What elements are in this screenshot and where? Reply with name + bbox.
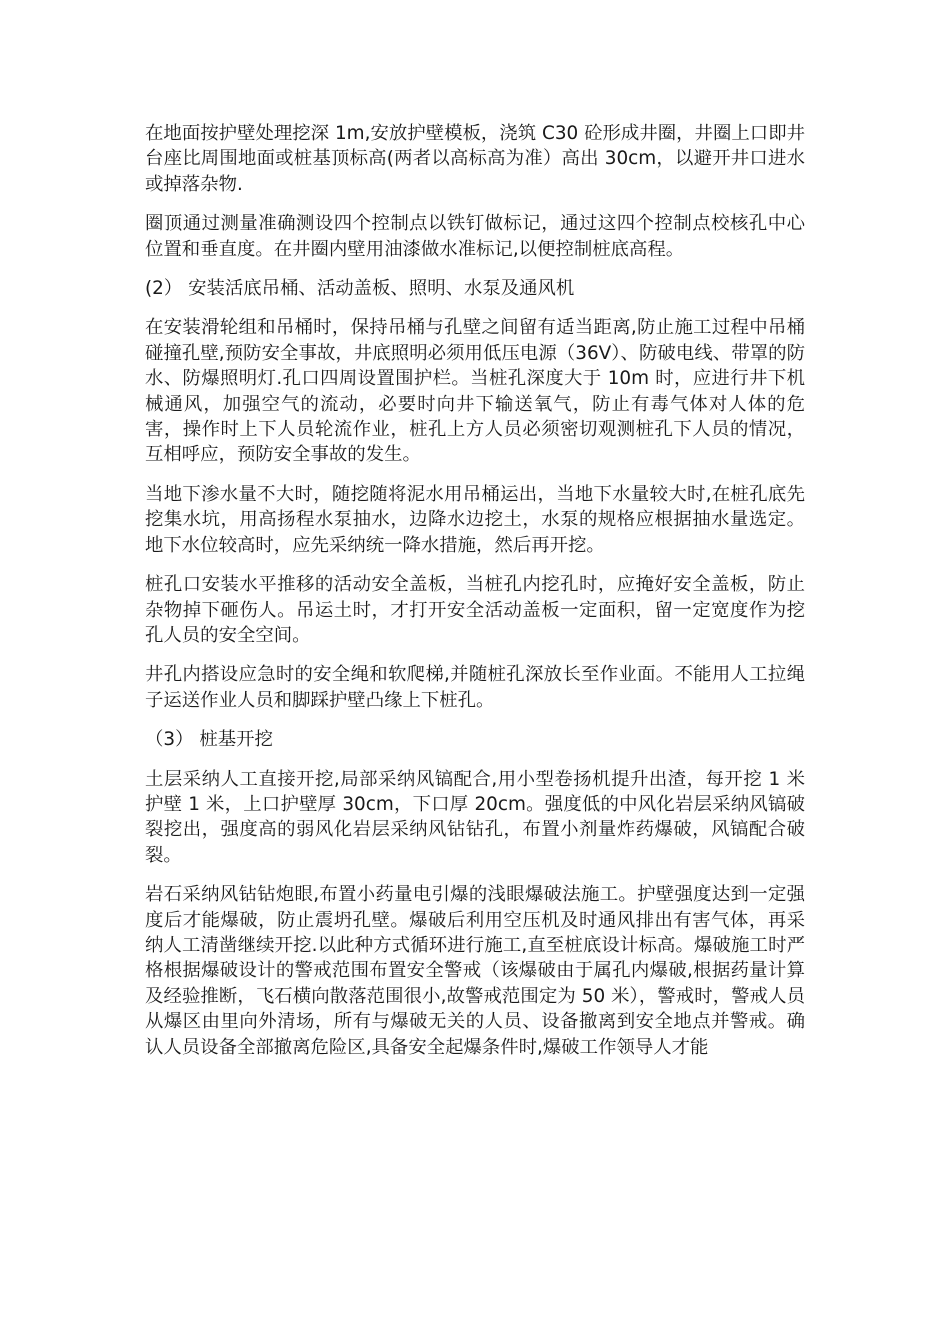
section-heading-2: (2） 安装活底吊桶、活动盖板、照明、水泵及通风机: [145, 278, 575, 300]
section-heading-3: （3） 桩基开挖: [145, 729, 273, 751]
paragraph-bucket-lighting-ventilation: 在安装滑轮组和吊桶时，保持吊桶与孔壁之间留有适当距离,防止施工过程中吊桶碰撞孔壁,预防安全事故，井底照明必须用低压电源（36V）、防破电线、带罩的防水、防爆照明灯.孔口四周设置围护栏。当桩孔深度大于 10m 时，应进行井下机械通风，加强空气的流动，必要时向井下输送氧气，防止有毒气体对人体的危害，操作时上下人员轮流作业，桩孔上方人员必须密切观测桩孔下人员的情况，互相呼应，预防安全事故的发生。: [145, 317, 805, 466]
paragraph-safety-cover: 桩孔口安装水平推移的活动安全盖板，当桩孔内挖孔时，应掩好安全盖板，防止杂物掉下砸伤人。吊运土时，才打开安全活动盖板一定面积，留一定宽度作为挖孔人员的安全空间。: [145, 574, 805, 646]
paragraph-groundwater: 当地下渗水量不大时，随挖随将泥水用吊桶运出，当地下水量较大时,在桩孔底先挖集水坑，用高扬程水泵抽水，边降水边挖土，水泵的规格应根据抽水量选定。地下水位较高时，应先采纳统一降水措施，然后再开挖。: [145, 483, 805, 556]
paragraph-rock-blasting: 岩石采纳风钻钻炮眼,布置小药量电引爆的浅眼爆破法施工。护壁强度达到一定强度后才能爆破，防止震坍孔壁。爆破后利用空压机及时通风排出有害气体，再采纳人工清凿继续开挖.以此种方式循环进行施工,直至桩底设计标高。爆破施工时严格根据爆破设计的警戒范围布置安全警戒（该爆破由于属孔内爆破,根据药量计算及经验推断，飞石横向散落范围很小,故警戒范围定为 50 米），警戒时，警戒人员从爆区由里向外清场，所有与爆破无关的人员、设备撤离到安全地点并警戒。确认人员设备全部撤离危险区,具备安全起爆条件时,爆破工作领导人才能: [145, 884, 805, 1058]
paragraph-wellhead-ring: 在地面按护壁处理挖深 1m,安放护壁模板，浇筑 C30 砼形成井圈，井圈上口即井台座比周围地面或桩基顶标高(两者以高标高为准）高出 30cm，以避开井口进水或掉落杂物.: [145, 123, 805, 195]
paragraph-rope-ladder: 井孔内搭设应急时的安全绳和软爬梯,并随桩孔深放长至作业面。不能用人工拉绳子运送作业人员和脚踩护壁凸缘上下桩孔。: [145, 664, 805, 711]
paragraph-soil-excavation: 土层采纳人工直接开挖,局部采纳风镐配合,用小型卷扬机提升出渣，每开挖 1 米护壁 1 米，上口护壁厚 30cm，下口厚 20cm。强度低的中风化岩层采纳风镐破裂挖出，强度高的弱风化岩层采纳风钻钻孔，布置小剂量炸药爆破，风镐配合破裂。: [145, 768, 805, 866]
document-page: [145, 121, 805, 1074]
paragraph-control-points: 圈顶通过测量准确测设四个控制点以铁钉做标记，通过这四个控制点校核孔中心位置和垂直度。在井圈内壁用油漆做水准标记,以便控制桩底高程。: [145, 213, 805, 260]
